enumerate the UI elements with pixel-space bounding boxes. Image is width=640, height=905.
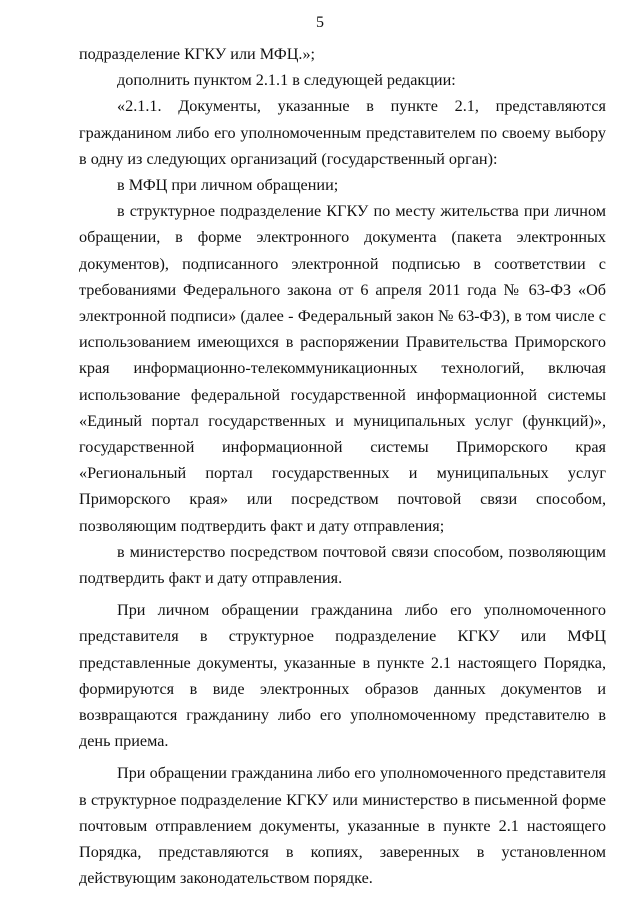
paragraph-postal: При обращении гражданина либо его уполномоченного представителя в структурное подразделение КГКУ или министерство в письменной форме почтовым отправлением документы, указанные в пункте 2.1 настоящего Порядка, представляются в копиях, заверенных в установленном действующим законодательством порядке.: [79, 764, 606, 888]
paragraph-mfc: в МФЦ при личном обращении;: [117, 176, 339, 195]
paragraph-ministry: в министерство посредством почтовой связи способом, позволяющим подтвердить факт и дату отправления.: [79, 542, 606, 588]
document-body: [79, 41, 606, 892]
paragraph-personal-visit: При личном обращении гражданина либо его уполномоченного представителя в структурное подразделение КГКУ или МФЦ представленные документы, указанные в пункте 2.1 настоящего Порядка, формируются в виде электронных образов данных документов и возвращаются гражданину либо его уполномоченному представителю в день приема.: [79, 601, 606, 751]
paragraph-clause-2-1-1: «2.1.1. Документы, указанные в пункте 2.1, представляются гражданином либо его уполномоченным представителем по своему выбору в одну из следующих организаций (государственный орган):: [79, 97, 606, 168]
paragraph-kgku: в структурное подразделение КГКУ по месту жительства при личном обращении, в форме электронного документа (пакета электронных документов), подписанного электронной подписью в соответствии с требованиями Федерального закона от 6 апреля 2011 года № 63-ФЗ «Об электронной подписи» (далее - Федеральный закон № 63-ФЗ), в том числе с использованием имеющихся в распоряжении Правительства Приморского края информационно-телекоммуникационных технологий, включая использование федеральной государственной информационной системы «Единый портал государственных и муниципальных услуг (функций)», государственной информационной системы Приморского края «Региональный портал государственных и муниципальных услуг Приморского края» или посредством почтовой связи способом, позволяющим подтвердить факт и дату отправления;: [79, 202, 606, 535]
page-number: 5: [316, 14, 324, 31]
paragraph-amendment-intro: дополнить пунктом 2.1.1 в следующей редакции:: [117, 71, 456, 90]
paragraph-continuation: подразделение КГКУ или МФЦ.»;: [79, 45, 316, 63]
